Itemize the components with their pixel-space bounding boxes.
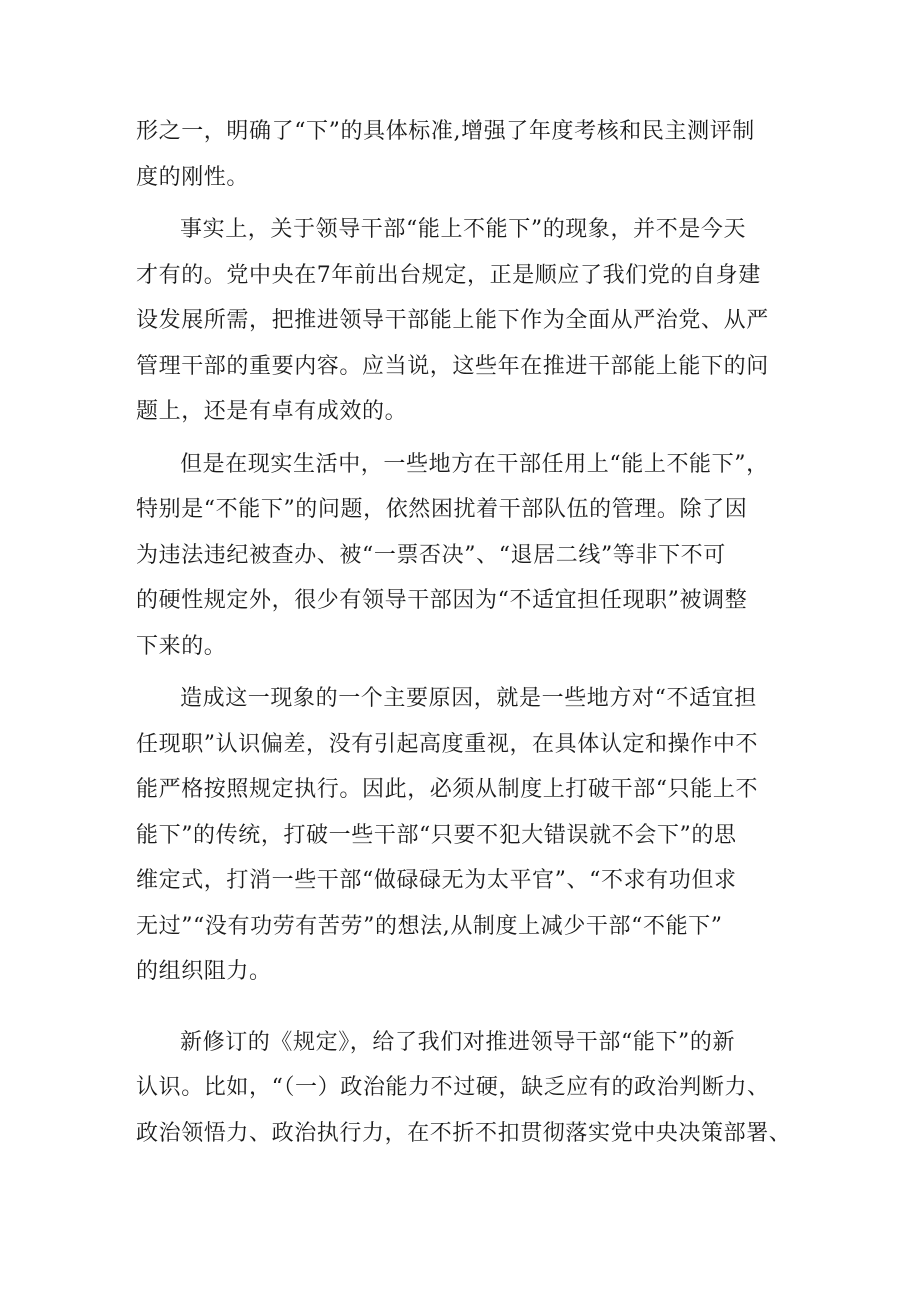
paragraph-line: 题上，还是有卓有成效的。 [136, 399, 408, 424]
paragraph-line: 下来的。 [136, 633, 227, 659]
paragraph-line: 能下”的传统，打破一些干部“只要不犯大错误就不会下”的思 [136, 822, 737, 848]
paragraph-line: 政治领悟力、政治执行力，在不折不扣贯彻落实党中央决策部署、 [136, 1120, 792, 1146]
paragraph-line: 形之一，明确了“下”的具体标准,增强了年度考核和民主测评制 [136, 119, 755, 144]
paragraph-line: 管理干部的重要内容。应当说，这些年在推进干部能上能下的问 [136, 353, 769, 379]
paragraph-line: 能严格按照规定执行。因此，必须从制度上打破干部“只能上不 [136, 777, 759, 802]
paragraph-line: 为违法违纪被查办、被“一票否决”、“退居二线”等非下不可 [136, 542, 726, 568]
paragraph-line: 度的刚性。 [136, 164, 250, 190]
paragraph-4 [136, 676, 796, 995]
document-body [136, 109, 796, 1163]
paragraph-5 [136, 1020, 796, 1157]
paragraph-line: 的硬性规定外，很少有领导干部因为“不适宜担任现职”被调整 [136, 588, 748, 613]
paragraph-3 [136, 442, 796, 670]
paragraph-line: 造成这一现象的一个主要原因，就是一些地方对“不适宜担 [180, 686, 757, 711]
paragraph-line: 但是在现实生活中，一些地方在干部任用上“能上不能下”， [180, 451, 769, 477]
paragraph-line: 设发展所需，把推进领导干部能上能下作为全面从严治党、从严 [136, 308, 769, 333]
paragraph-line: 任现职”认识偏差，没有引起高度重视，在具体认定和操作中不 [136, 731, 759, 757]
paragraph-line: 特别是“不能下”的问题，依然困扰着干部队伍的管理。除了因 [136, 497, 748, 522]
paragraph-line: 维定式，打消一些干部“做碌碌无为太平官”、“不求有功但求 [136, 868, 737, 893]
paragraph-line: 认识。比如，“（一）政治能力不过硬，缺乏应有的政治判断力、 [136, 1075, 770, 1100]
paragraph-line: 新修订的《规定》，给了我们对推进领导干部“能下”的新 [180, 1029, 736, 1055]
paragraph-line: 事实上，关于领导干部“能上不能下”的现象，并不是今天 [180, 217, 747, 242]
paragraph-line: 才有的。党中央在7年前出台规定，正是顺应了我们党的自身建 [136, 262, 761, 288]
paragraph-line: 的组织阻力。 [136, 959, 272, 984]
paragraph-line: 无过”“没有功劳有苦劳”的想法,从制度上减少干部“不能下” [136, 913, 723, 939]
paragraph-2 [136, 207, 796, 435]
paragraph-1 [136, 109, 796, 200]
